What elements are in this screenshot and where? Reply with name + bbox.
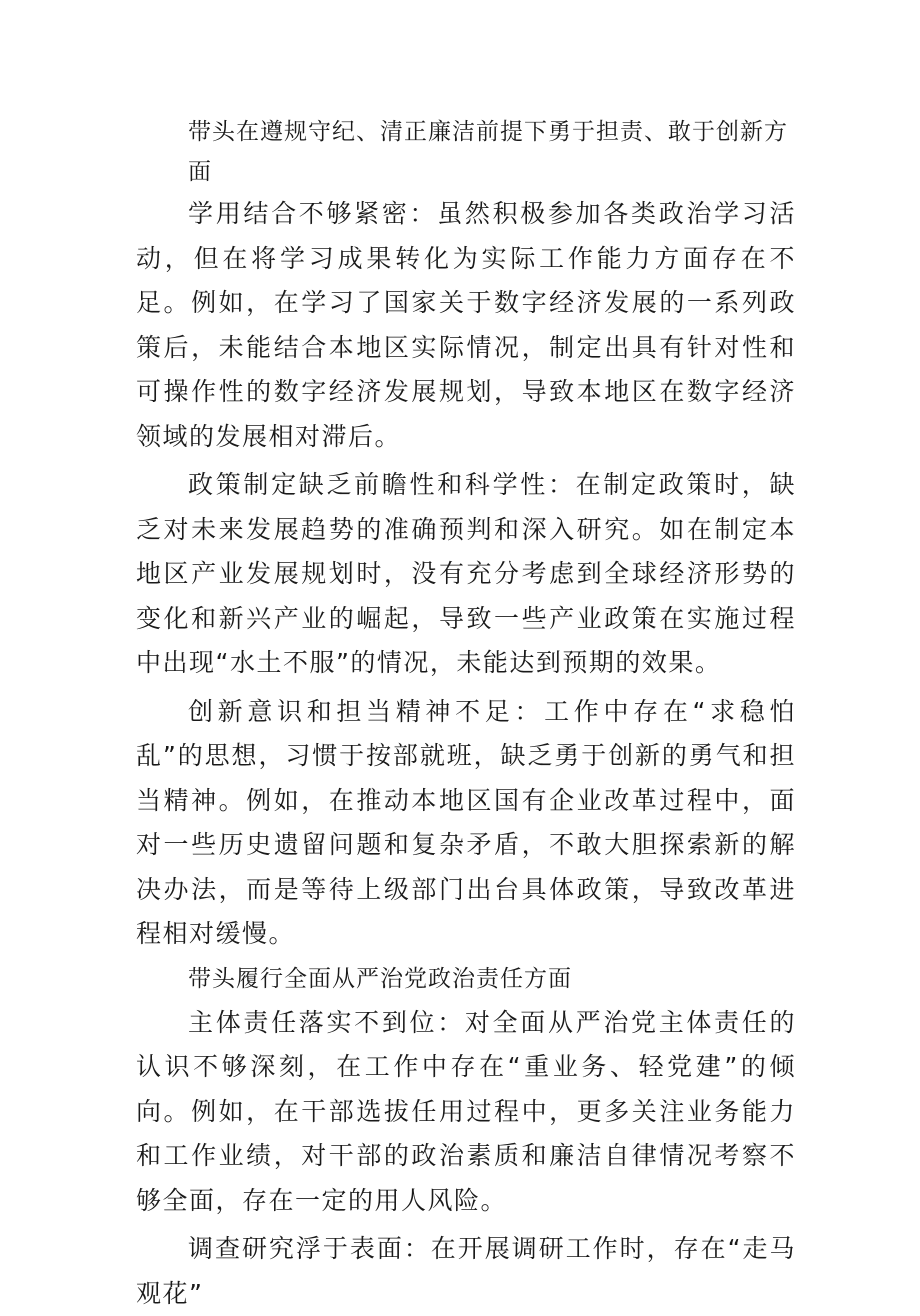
document-body bbox=[136, 112, 796, 1316]
section-heading-discipline-innovation: 带头在遵规守纪、清正廉洁前提下勇于担责、敢于创新方面 bbox=[188, 119, 788, 185]
paragraph-study-application: 学用结合不够紧密：虽然积极参加各类政治学习活动，但在将学习成果转化为实际工作能力方面存在不足。例如，在学习了国家关于数字经济发展的一系列政策后，未能结合本地区实际情况，制定出具有针对性和可操作性的数字经济发展规划，导致本地区在数字经济领域的发展相对滞后。 bbox=[136, 199, 796, 451]
paragraph-main-responsibility: 主体责任落实不到位：对全面从严治党主体责任的认识不够深刻，在工作中存在“重业务、轻党建”的倾向。例如，在干部选拔任用过程中，更多关注业务能力和工作业绩，对干部的政治素质和廉洁自律情况考察不够全面，存在一定的用人风险。 bbox=[136, 1007, 796, 1215]
paragraph-innovation-responsibility: 创新意识和担当精神不足：工作中存在“求稳怕乱”的思想，习惯于按部就班，缺乏勇于创新的勇气和担当精神。例如，在推动本地区国有企业改革过程中，面对一些历史遗留问题和复杂矛盾，不敢大胆探索新的解决办法，而是等待上级部门出台具体政策，导致改革进程相对缓慢。 bbox=[136, 696, 796, 948]
section-heading-party-governance: 带头履行全面从严治党政治责任方面 bbox=[188, 965, 572, 992]
paragraph-policy-making: 政策制定缺乏前瞻性和科学性：在制定政策时，缺乏对未来发展趋势的准确预判和深入研究。如在制定本地区产业发展规划时，没有充分考虑到全球经济形势的变化和新兴产业的崛起，导致一些产业政策在实施过程中出现“水土不服”的情况，未能达到预期的效果。 bbox=[136, 470, 796, 677]
paragraph-investigation-research: 调查研究浮于表面：在开展调研工作时，存在“走马观花” bbox=[136, 1234, 796, 1308]
